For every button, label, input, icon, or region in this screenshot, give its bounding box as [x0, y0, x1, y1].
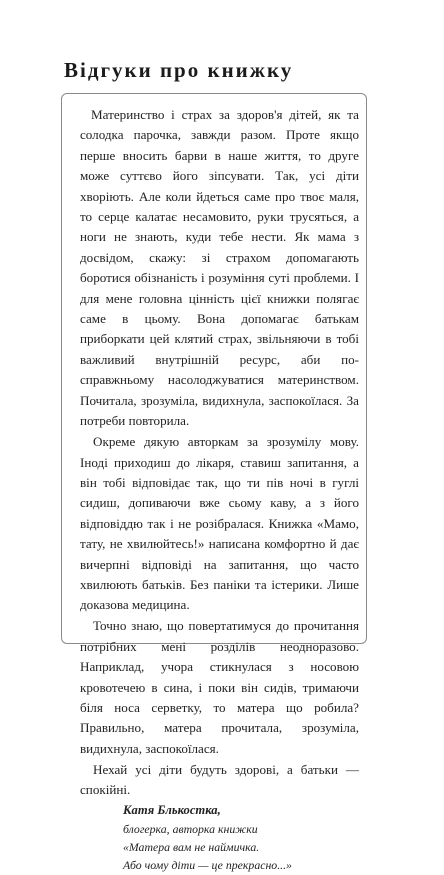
signature-book-line-1: «Матера вам не наймичка.	[123, 840, 260, 854]
review-paragraph-4: Нехай усі діти будуть здорові, а батьки — спокійні.	[80, 761, 359, 798]
signature-book-line-2: Або чому діти — це прекрасно...»	[123, 858, 292, 873]
signature-role: блогерка, авторка книжки	[123, 821, 258, 836]
review-paragraph-1: Материнство і страх за здоров'я дітей, як та солодка парочка, завжди разом. Проте якщо перше вносить барви в наше життя, то друге може суттєво його зіпсувати. Так, усі діти хворіють. Але коли йдеться саме про твоє маля, то серце калатає несамовито, руки трусяться, а ноги не знають, куди тебе нести. Як мама з досвідом, скажу: зі страхом допомагають боротися обізнаність і розуміння суті проблеми. І для мене головна цінність цієї книжки полягає саме в цьому. Вона допомагає батькам приборкати цей клятий страх, звільняючи в тобі важливий внутрішній ресурс, аби по-справжньому насолоджуватися материнством. Почитала, зрозуміла, видихнула, заспокоїлася. За потреби повторила.	[80, 107, 359, 429]
page-heading: Відгуки про книжку	[64, 58, 294, 82]
signature-name: Катя Блькостка,	[123, 803, 221, 818]
review-content	[80, 105, 359, 875]
review-paragraph-2: Окреме дякую авторкам за зрозумілу мову. Іноді приходиш до лікаря, ставиш запитання, а він тобі відповідає так, що ти пів ночі в гуглі сидиш, допиваючи вже сьому каву, а з його відповіддю так і не розібралася. Книжка «Мамо, тату, не хвилюйтесь!» написана комфортно й дає вичерпні відповіді на запитання, що часто хвилюють батьків. Без паніки та істерики. Лише доказова медицина.	[80, 434, 359, 613]
review-paragraph-3: Точно знаю, що повертатимуся до прочитання потрібних мені розділів неодноразово. Наприклад, учора стикнулася з носовою кровотечею в сина, і поки він сидів, тримаючи біля носа серветку, то матера що робила? Правильно, матера прочитала, зрозуміла, видихнула, заспокоїлася.	[80, 618, 359, 756]
review-signature	[80, 801, 359, 875]
